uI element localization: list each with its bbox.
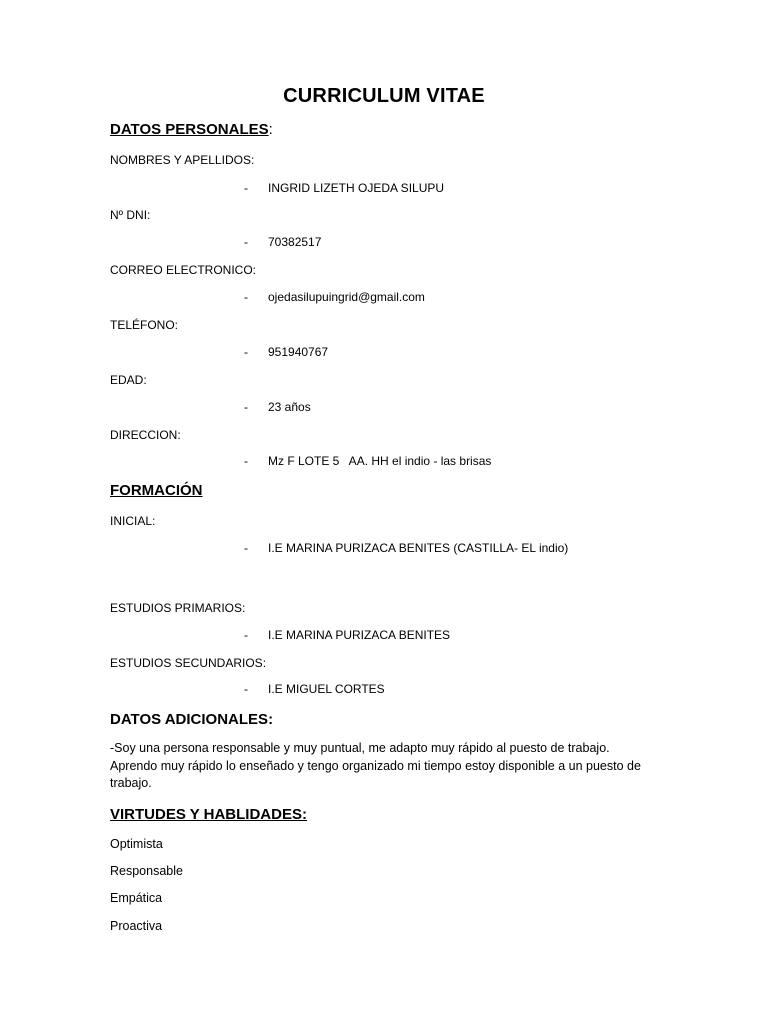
- field-value-nombres: INGRID LIZETH OJEDA SILUPU: [268, 181, 445, 195]
- education-value-secundarios: I.E MIGUEL CORTES: [268, 682, 385, 696]
- field-label-nombres: NOMBRES Y APELLIDOS:: [110, 153, 255, 167]
- section-heading-virtudes: [110, 806, 307, 823]
- education-value-inicial: I.E MARINA PURIZACA BENITES (CASTILLA- EL indio): [268, 541, 569, 555]
- bullet-dash: -: [244, 290, 248, 304]
- section-heading-formacion: [110, 482, 203, 499]
- section-heading-text: VIRTUDES Y HABLIDADES:: [110, 806, 307, 823]
- field-value-edad: 23 años: [268, 400, 311, 414]
- field-value-telefono: 951940767: [268, 345, 329, 359]
- bullet-dash: -: [244, 454, 248, 468]
- field-label-correo: CORREO ELECTRONICO:: [110, 263, 257, 277]
- section-heading-colon: :: [268, 121, 273, 138]
- virtue-item: Empática: [110, 891, 163, 905]
- document-title: CURRICULUM VITAE: [283, 85, 485, 107]
- bullet-dash: -: [244, 682, 248, 696]
- bullet-dash: -: [244, 400, 248, 414]
- section-heading-text: DATOS PERSONALES: [110, 121, 269, 138]
- virtue-item: Optimista: [110, 837, 163, 851]
- field-value-direccion: Mz F LOTE 5 AA. HH el indio - las brisas: [268, 454, 492, 468]
- field-value-dni: 70382517: [268, 235, 322, 249]
- education-label-primarios: ESTUDIOS PRIMARIOS:: [110, 601, 246, 615]
- field-label-dni: Nº DNI:: [110, 208, 151, 222]
- field-value-correo: ojedasilupuingrid@gmail.com: [268, 290, 425, 304]
- virtue-item: Proactiva: [110, 919, 163, 933]
- field-label-direccion: DIRECCION:: [110, 428, 181, 442]
- education-value-primarios: I.E MARINA PURIZACA BENITES: [268, 628, 451, 642]
- education-label-inicial: INICIAL:: [110, 514, 156, 528]
- section-heading-datos-adicionales: DATOS ADICIONALES:: [110, 711, 274, 728]
- bullet-dash: -: [244, 345, 248, 359]
- bullet-dash: -: [244, 235, 248, 249]
- education-label-secundarios: ESTUDIOS SECUNDARIOS:: [110, 656, 267, 670]
- bullet-dash: -: [244, 541, 248, 555]
- bullet-dash: -: [244, 628, 248, 642]
- section-heading-text: FORMACIÓN: [110, 482, 203, 499]
- field-label-edad: EDAD:: [110, 373, 147, 387]
- section-heading-datos-personales: [110, 121, 273, 138]
- datos-adicionales-paragraph: -Soy una persona responsable y muy puntual, me adapto muy rápido al puesto de trabajo. Aprendo muy rápido lo enseñado y tengo organizado mi tiempo estoy disponible a un puesto de trabajo.: [110, 741, 641, 790]
- bullet-dash: -: [244, 181, 248, 195]
- field-label-telefono: TELÉFONO:: [110, 318, 179, 332]
- virtue-item: Responsable: [110, 864, 183, 878]
